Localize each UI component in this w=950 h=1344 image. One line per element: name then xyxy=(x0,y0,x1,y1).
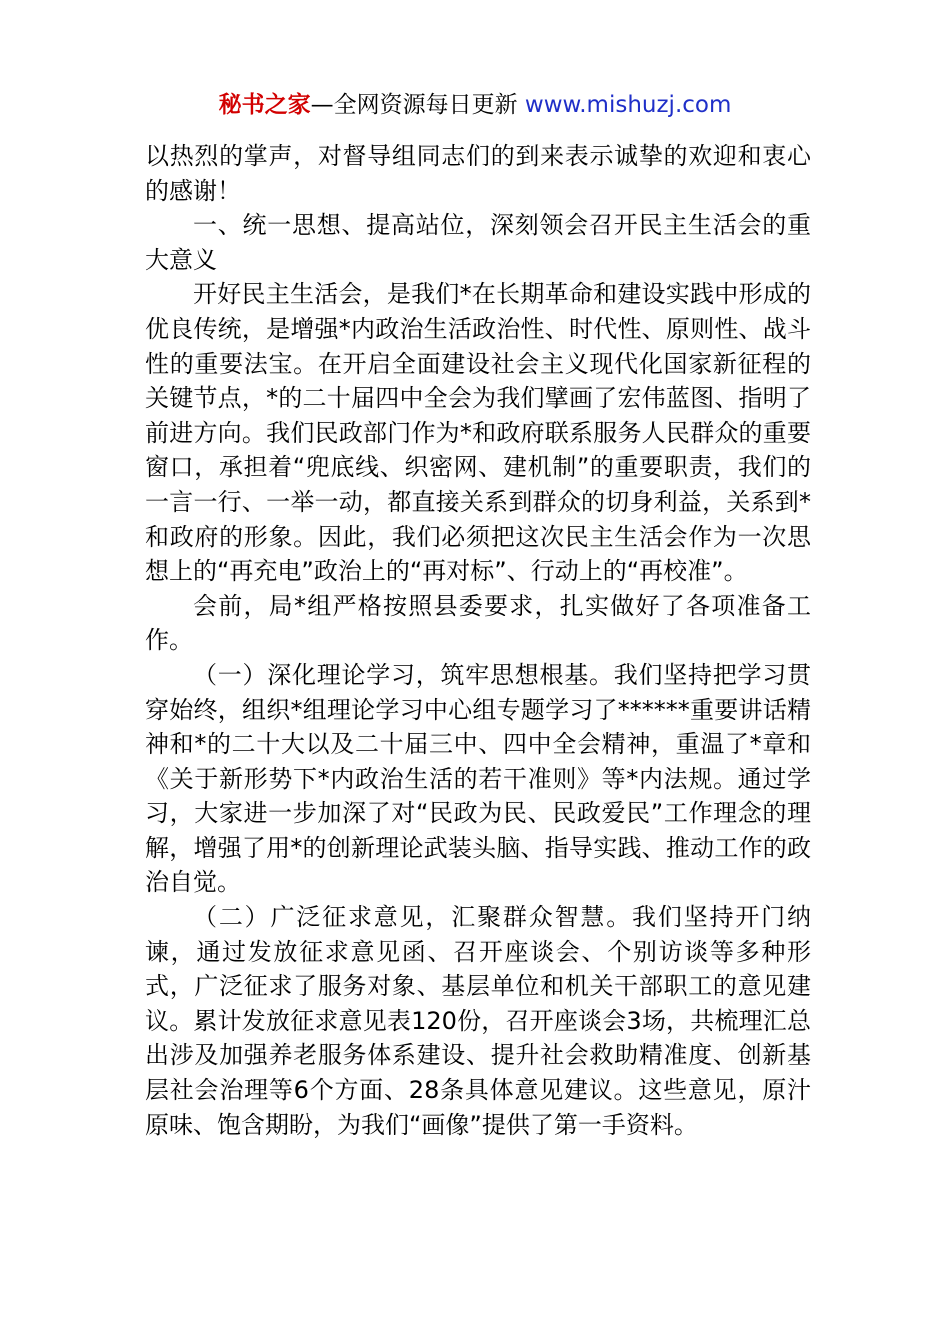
paragraph-theory-study: （一）深化理论学习，筑牢思想根基。我们坚持把学习贯穿始终，组织*组理论学习中心组专题学习了******重要讲话精神和*的二十大以及二十届三中、四中全会精神，重温了*章和《关于新形势下*内政治生活的若干准则》等*内法规。通过学习，大家进一步加深了对“民政为民、民政爱民”工作理念的理解，增强了用*的创新理论武装头脑、指导实践、推动工作的政治自觉。 xyxy=(145,660,811,897)
paragraph-solicit-opinions: （二）广泛征求意见，汇聚群众智慧。我们坚持开门纳谏，通过发放征求意见函、召开座谈会、个别访谈等多种形式，广泛征求了服务对象、基层单位和机关干部职工的意见建议。累计发放征求意见表120份，召开座谈会3场，共梳理汇总出涉及加强养老服务体系建设、提升社会救助精准度、创新基层社会治理等6个方面、28条具体意见建议。这些意见，原汁原味、饱含期盼，为我们“画像”提供了第一手资料。 xyxy=(145,903,811,1139)
header-tagline: —全网资源每日更新 xyxy=(310,92,518,118)
paragraph-welcome: 以热烈的掌声，对督导组同志们的到来表示诚挚的欢迎和衷心的感谢！ xyxy=(145,142,811,205)
paragraph-preparation: 会前，局*组严格按照县委要求，扎实做好了各项准备工作。 xyxy=(145,591,811,655)
paragraph-significance: 开好民主生活会，是我们*在长期革命和建设实践中形成的优良传统，是增强*内政治生活政治性、时代性、原则性、战斗性的重要法宝。在开启全面建设社会主义现代化国家新征程的关键节点，*的二十届四中全会为我们擘画了宏伟蓝图、指明了前进方向。我们民政部门作为*和政府联系服务人民群众的重要窗口，承担着“兜底线、织密网、建机制”的重要职责，我们的一言一行、一举一动，都直接关系到群众的切身利益，关系到*和政府的形象。因此，我们必须把这次民主生活会作为一次思想上的“再充电”政治上的“再对标”、行动上的“再校准”。 xyxy=(145,280,811,586)
site-header xyxy=(0,90,950,120)
brand-name: 秘书之家 xyxy=(218,92,311,118)
site-url-link[interactable]: www.mishuzj.com xyxy=(524,92,732,118)
document-body xyxy=(145,139,811,1142)
section-heading-1: 一、统一思想、提高站位，深刻领会召开民主生活会的重大意义 xyxy=(145,211,811,274)
